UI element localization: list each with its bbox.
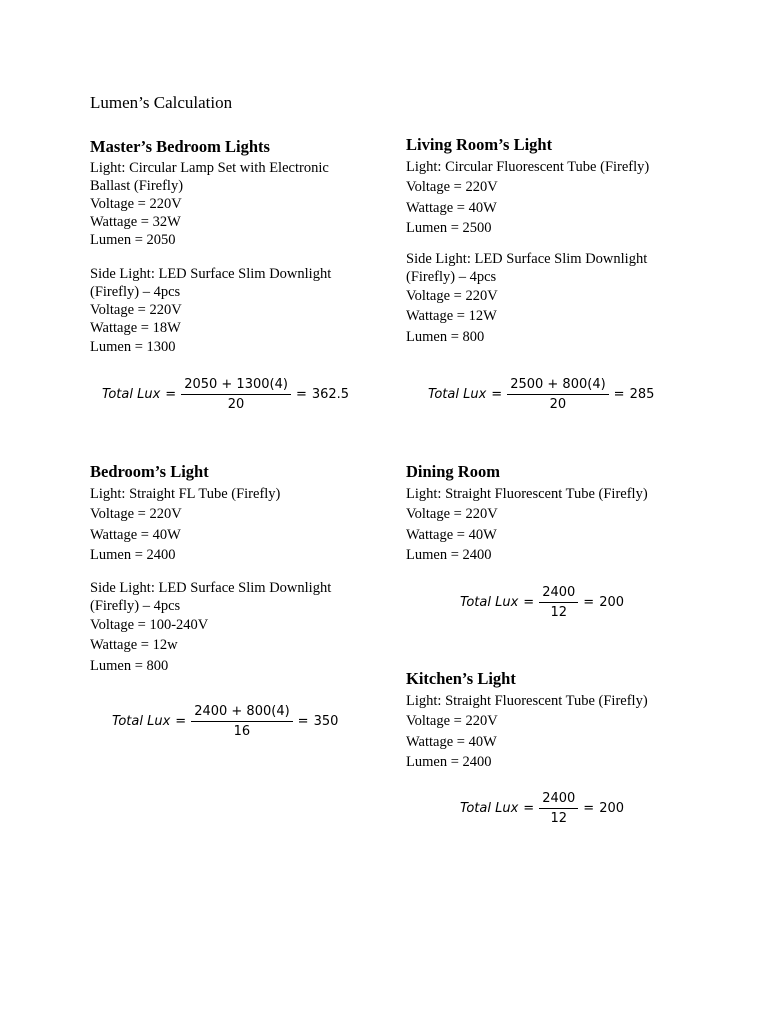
total-lux-formula: Total Lux = $\frac{2400}{12}$ = 200 (460, 585, 625, 620)
spec-line: Voltage = 100-240V (90, 617, 209, 634)
formula-lhs: Total Lux (112, 714, 171, 729)
spec-line: Side Light: LED Surface Slim Downlight (406, 251, 648, 268)
spec-line: Wattage = 18W (90, 320, 181, 336)
spec-line: Light: Straight FL Tube (Firefly) (90, 486, 281, 502)
formula-result: 200 (599, 801, 625, 816)
spec-line: Wattage = 40W (90, 526, 181, 543)
section-heading: Master’s Bedroom Lights (90, 137, 270, 156)
spec-line: Wattage = 40W (406, 733, 497, 750)
section-dining-room (406, 462, 746, 565)
formula-lhs: Total Lux (460, 801, 519, 816)
spec-line: Wattage = 40W (406, 199, 497, 216)
formula-denominator: 12 (550, 811, 567, 826)
spec-line: (Firefly) – 4pcs (90, 598, 181, 615)
spec-line: Voltage = 220V (406, 288, 498, 305)
formula-numerator: 2050 + 1300(4) (181, 377, 291, 395)
spec-line: Light: Straight Fluorescent Tube (Firefly) (406, 693, 648, 709)
section-living-room (406, 135, 746, 347)
formula-denominator: 12 (550, 605, 567, 620)
spec-line: Light: Circular Lamp Set with Electronic (90, 160, 329, 176)
formula-denominator: 20 (549, 397, 567, 412)
spec-line: Voltage = 220V (90, 506, 182, 523)
formula-fraction (181, 377, 291, 412)
spec-line: Side Light: LED Surface Slim Downlight (90, 266, 332, 282)
spec-line: Voltage = 220V (406, 713, 498, 730)
section-heading: Kitchen’s Light (406, 669, 516, 688)
spec-line: Voltage = 220V (406, 179, 498, 196)
spec-line: Voltage = 220V (90, 196, 182, 212)
spec-line: Light: Circular Fluorescent Tube (Firefly) (406, 159, 650, 175)
total-lux-formula: Total Lux = $\frac{2400 + 800(4)}{16}$ = 350 (112, 704, 339, 739)
formula-fraction (539, 585, 578, 620)
formula-lhs: Total Lux (460, 595, 519, 610)
formula-result: 362.5 (311, 387, 350, 402)
spec-line: Lumen = 800 (90, 657, 169, 674)
spec-line: (Firefly) – 4pcs (406, 269, 497, 286)
spec-line: Voltage = 220V (406, 506, 498, 523)
formula-fraction (539, 791, 578, 826)
total-lux-formula: Total Lux = $\frac{2050 + 1300(4)}{20}$ = 362.5 (102, 377, 350, 412)
spec-line: Lumen = 2400 (406, 546, 492, 563)
formula-numerator: 2400 (539, 585, 578, 603)
total-lux-formula: Total Lux = $\frac{2400}{12}$ = 200 (460, 791, 625, 826)
section-heading: Living Room’s Light (406, 135, 553, 154)
formula-numerator: 2500 + 800(4) (507, 377, 608, 395)
formula-lhs: Total Lux (428, 387, 487, 402)
spec-line: Lumen = 2400 (406, 753, 492, 770)
spec-line: Side Light: LED Surface Slim Downlight (90, 580, 332, 597)
spec-line: Lumen = 2500 (406, 219, 492, 236)
formula-result: 350 (313, 714, 339, 729)
formula-result: 285 (629, 387, 655, 402)
formula-result: 200 (599, 595, 625, 610)
spec-line: Lumen = 2400 (90, 546, 176, 563)
section-bedroom (90, 462, 430, 676)
section-kitchen (406, 669, 746, 772)
section-heading: Dining Room (406, 462, 500, 481)
spec-line: Lumen = 1300 (90, 339, 176, 355)
spec-line: Voltage = 220V (90, 302, 182, 318)
spec-line: Lumen = 800 (406, 328, 485, 345)
spec-line: Ballast (Firefly) (90, 178, 184, 194)
page-title: Lumen’s Calculation (90, 93, 233, 112)
spec-line: Lumen = 2050 (90, 232, 176, 248)
total-lux-formula: Total Lux = $\frac{2500 + 800(4)}{20}$ = 285 (428, 377, 655, 412)
formula-fraction (191, 704, 292, 739)
section-heading: Bedroom’s Light (90, 462, 209, 481)
formula-numerator: 2400 + 800(4) (191, 704, 292, 722)
spec-line: Wattage = 40W (406, 526, 497, 543)
formula-denominator: 16 (233, 724, 251, 739)
spec-line: Light: Straight Fluorescent Tube (Firefly) (406, 486, 648, 502)
spec-line: Wattage = 12w (90, 637, 178, 654)
formula-lhs: Total Lux (102, 387, 161, 402)
formula-denominator: 20 (227, 397, 245, 412)
spec-line: Wattage = 32W (90, 214, 181, 230)
section-master-bedroom (90, 137, 430, 357)
formula-numerator: 2400 (539, 791, 578, 809)
formula-fraction (507, 377, 608, 412)
spec-line: Wattage = 12W (406, 308, 497, 325)
spec-line: (Firefly) – 4pcs (90, 284, 181, 300)
